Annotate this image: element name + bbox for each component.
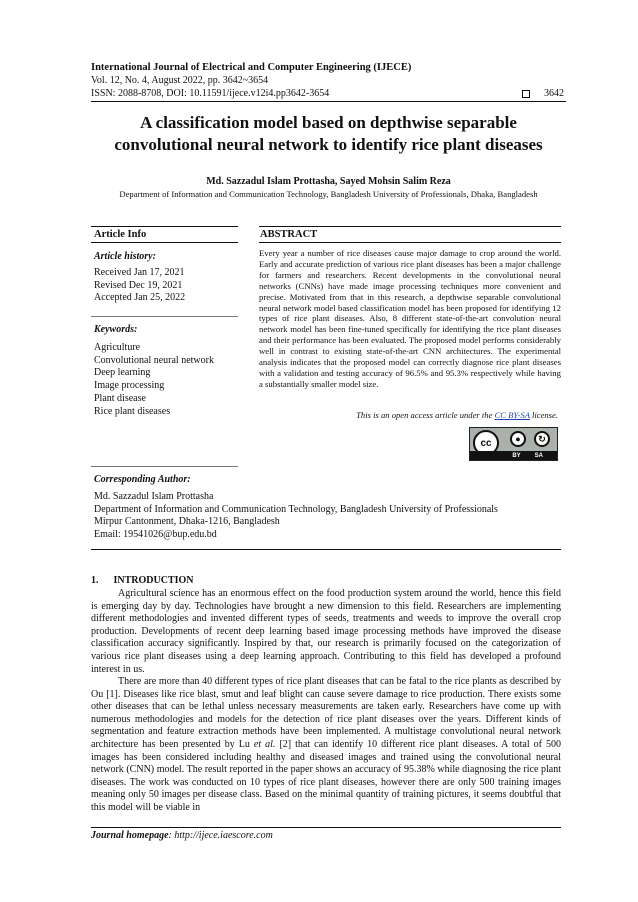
introduction-paragraph-2 bbox=[91, 676, 561, 815]
keyword: Plant disease bbox=[94, 392, 146, 404]
article-info-heading: Article Info bbox=[94, 229, 147, 240]
journal-volume: Vol. 12, No. 4, August 2022, pp. 3642~3654 bbox=[91, 75, 269, 86]
corresponding-line: Md. Sazzadul Islam Prottasha bbox=[94, 491, 214, 502]
introduction-paragraph-1: Agricultural science has an enormous effect on the food production system around the world, hence this field is emerging day by day. Technologies have brought a new dimension to this field. Researchers are implementing different methodologies and invented different types of seeds, treatments and weeds to improve the overall crop production. Developments of recent deep learning based image processing methods have improved the disease classification accuracy significantly. Inspired by that, our research is primarily focused on the categorization of various rice plant diseases using a deep learning approach. Contributing to this field has developed a profound interest in us. bbox=[91, 588, 561, 675]
article-history-heading: Article history: bbox=[94, 251, 156, 262]
history-item: Received Jan 17, 2021 bbox=[94, 267, 185, 278]
divider bbox=[91, 549, 561, 550]
homepage-url[interactable]: : http://ijece.iaescore.com bbox=[168, 830, 273, 841]
divider bbox=[259, 242, 561, 243]
corresponding-line: Email: 19541026@bup.edu.bd bbox=[94, 529, 217, 541]
journal-name: International Journal of Electrical and Computer Engineering (IJECE) bbox=[91, 62, 412, 73]
keyword: Deep learning bbox=[94, 367, 151, 379]
homepage-label: Journal homepage bbox=[91, 830, 169, 841]
divider bbox=[91, 226, 238, 227]
footer-rule bbox=[91, 827, 561, 828]
sa-label: SA bbox=[534, 452, 543, 459]
keywords-list bbox=[94, 342, 238, 418]
person-icon: ● bbox=[510, 431, 526, 447]
abstract-heading: ABSTRACT bbox=[260, 229, 318, 240]
divider bbox=[259, 226, 561, 227]
corresponding-line: Department of Information and Communication Technology, Bangladesh University of Professionals bbox=[94, 503, 498, 515]
corresponding-line: Mirpur Cantonment, Dhaka-1216, Bangladesh bbox=[94, 516, 280, 528]
introduction-heading: 1. INTRODUCTION bbox=[91, 575, 194, 586]
divider bbox=[91, 316, 238, 317]
share-alike-icon: ↻ bbox=[534, 431, 550, 447]
keyword: Convolutional neural network bbox=[94, 354, 214, 366]
paragraph-text: [2] that can identify 10 different rice plant diseases. A total of 500 images has been considered including healthy and diseased images and trained using the convolutional neural network (CNN) model. The result reported in the paper shows an accuracy of 95.38% while diagnosing the rice plant diseases. The work was conducted on 10 types of rice plant diseases, however there are only 500 training images meaning only 50 images per disease class. Based on the minimal quantity of training pictures, it seems doubtful that this model will be viable in bbox=[91, 738, 561, 813]
keyword: Agriculture bbox=[94, 342, 141, 353]
corresponding-heading: Corresponding Author: bbox=[94, 474, 191, 485]
page-number: 3642 bbox=[544, 88, 564, 99]
corresponding-details bbox=[94, 491, 564, 542]
abstract-text: Every year a number of rice diseases cause major damage to crop around the world. Early and accurate prediction of various rice plant diseases has been a major challenge for farmers and researchers. Recent developments in the convolutional neural networks (CNNs) have made image processing techniques more convenient and precise. Motivated from that in this research, a depthwise separable convolutional neural network model based classification model has been proposed for identifying 12 types of rice plant diseases. Also, 8 different state-of-the-art convolution neural network model has been fine-tuned specifically for identifying the rice plant diseases and their performance has been evaluated. The proposed model performs considerably well in contrast to existing state-of-the-art CNN architectures. The experimental analysis indicates that the proposed model can correctly diagnose rice plant diseases with a validation and testing accuracy of 96.5% and 95.3% respectively while having a substantially smaller model size. bbox=[259, 248, 561, 389]
journal-issn-row bbox=[91, 87, 566, 100]
divider bbox=[91, 466, 238, 467]
keyword: Image processing bbox=[94, 380, 165, 392]
paper-affiliation: Department of Information and Communication Technology, Bangladesh University of Professionals, Dhaka, Bangladesh bbox=[119, 189, 538, 199]
cc-icon: cc bbox=[473, 430, 499, 456]
square-icon bbox=[522, 90, 530, 98]
article-history bbox=[94, 267, 238, 305]
paragraph-text: There are more than 40 different types of rice plant diseases that can be fatal to the rice plants as described by Ou [1]. Diseases like rice blast, smut and leaf blight can cause severe damage to rice production. There exists some other diseases that can be lethal unless necessary measurements are taken early. Researchers have come up with numerous methodologies and models for the detection of rice plant diseases over the years. Different kinds of segmentation and feature extraction methods have been implemented. A multistage convolutional neural network architecture has been presented by Lu bbox=[91, 676, 561, 750]
keywords-heading: Keywords: bbox=[94, 324, 138, 335]
journal-header bbox=[91, 61, 566, 100]
by-label: BY bbox=[512, 452, 521, 459]
license-prefix: This is an open access article under the bbox=[356, 410, 495, 420]
keyword: Rice plant diseases bbox=[94, 405, 171, 417]
paragraph-italic: et al. bbox=[253, 738, 276, 750]
journal-issn: ISSN: 2088-8708, DOI: 10.11591/ijece.v12i4.pp3642-3654 bbox=[91, 88, 330, 99]
license-link[interactable]: CC BY-SA bbox=[494, 410, 530, 420]
header-rule bbox=[91, 101, 566, 102]
history-item: Revised Dec 19, 2021 bbox=[94, 279, 183, 291]
paper-authors: Md. Sazzadul Islam Prottasha, Sayed Mohsin Salim Reza bbox=[206, 176, 451, 187]
journal-homepage bbox=[91, 830, 273, 841]
paper-title: A classification model based on depthwise separable convolutional neural network to identify rice plant diseases bbox=[114, 113, 543, 154]
license-suffix: license. bbox=[529, 410, 558, 420]
page-number-box bbox=[522, 87, 564, 100]
divider bbox=[91, 242, 238, 243]
history-item: Accepted Jan 25, 2022 bbox=[94, 292, 186, 304]
cc-license-badge[interactable] bbox=[469, 427, 558, 461]
license-note bbox=[259, 410, 558, 420]
cc-badge-band bbox=[470, 451, 557, 460]
